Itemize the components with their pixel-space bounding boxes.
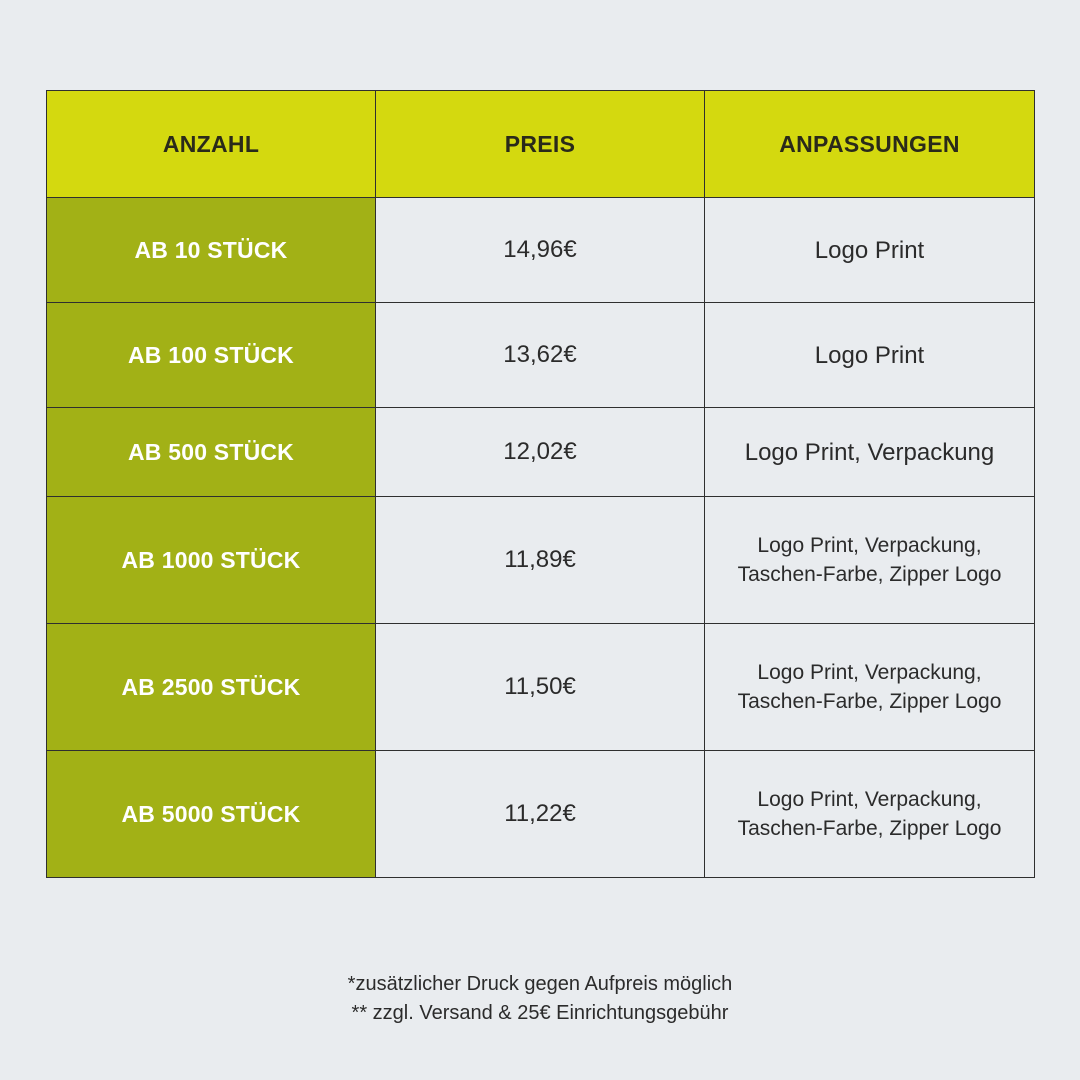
price-cell: 11,50€ <box>376 624 705 751</box>
quantity-cell: AB 500 STÜCK <box>47 408 376 497</box>
price-cell: 11,22€ <box>376 751 705 878</box>
customizations-cell <box>705 497 1035 624</box>
footnotes <box>0 970 1080 1028</box>
price-cell: 11,89€ <box>376 497 705 624</box>
header-row <box>47 91 1035 198</box>
price-cell: 14,96€ <box>376 198 705 303</box>
price-table <box>46 90 1035 878</box>
header-anzahl: ANZAHL <box>47 91 376 198</box>
customizations-line: Taschen-Farbe, Zipper Logo <box>737 563 1002 586</box>
customizations-line: Taschen-Farbe, Zipper Logo <box>737 690 1002 713</box>
customizations-cell <box>705 624 1035 751</box>
table-row <box>47 624 1035 751</box>
customizations-line: Logo Print, Verpackung, <box>757 661 982 684</box>
quantity-cell: AB 100 STÜCK <box>47 303 376 408</box>
quantity-cell: AB 10 STÜCK <box>47 198 376 303</box>
table-header <box>47 91 1035 198</box>
table-body <box>47 198 1035 878</box>
customizations-line: Taschen-Farbe, Zipper Logo <box>737 817 1002 840</box>
price-cell: 12,02€ <box>376 408 705 497</box>
customizations-cell <box>705 408 1035 497</box>
quantity-cell: AB 1000 STÜCK <box>47 497 376 624</box>
footnote-print: *zusätzlicher Druck gegen Aufpreis möglich <box>347 973 733 995</box>
table-row <box>47 751 1035 878</box>
price-cell: 13,62€ <box>376 303 705 408</box>
customizations-line: Logo Print, Verpackung, <box>757 534 982 557</box>
quantity-cell: AB 5000 STÜCK <box>47 751 376 878</box>
quantity-cell: AB 2500 STÜCK <box>47 624 376 751</box>
customizations-cell <box>705 751 1035 878</box>
customizations-cell <box>705 198 1035 303</box>
customizations-line: Logo Print, Verpackung <box>744 438 995 466</box>
table-row <box>47 408 1035 497</box>
customizations-line: Logo Print <box>814 236 925 264</box>
footnote-shipping: ** zzgl. Versand & 25€ Einrichtungsgebühr <box>351 1002 729 1024</box>
customizations-line: Logo Print, Verpackung, <box>757 788 982 811</box>
customizations-cell <box>705 303 1035 408</box>
customizations-line: Logo Print <box>814 341 925 369</box>
table-row <box>47 303 1035 408</box>
table-row <box>47 497 1035 624</box>
header-anpassungen: ANPASSUNGEN <box>705 91 1035 198</box>
table-row <box>47 198 1035 303</box>
header-preis: PREIS <box>376 91 705 198</box>
